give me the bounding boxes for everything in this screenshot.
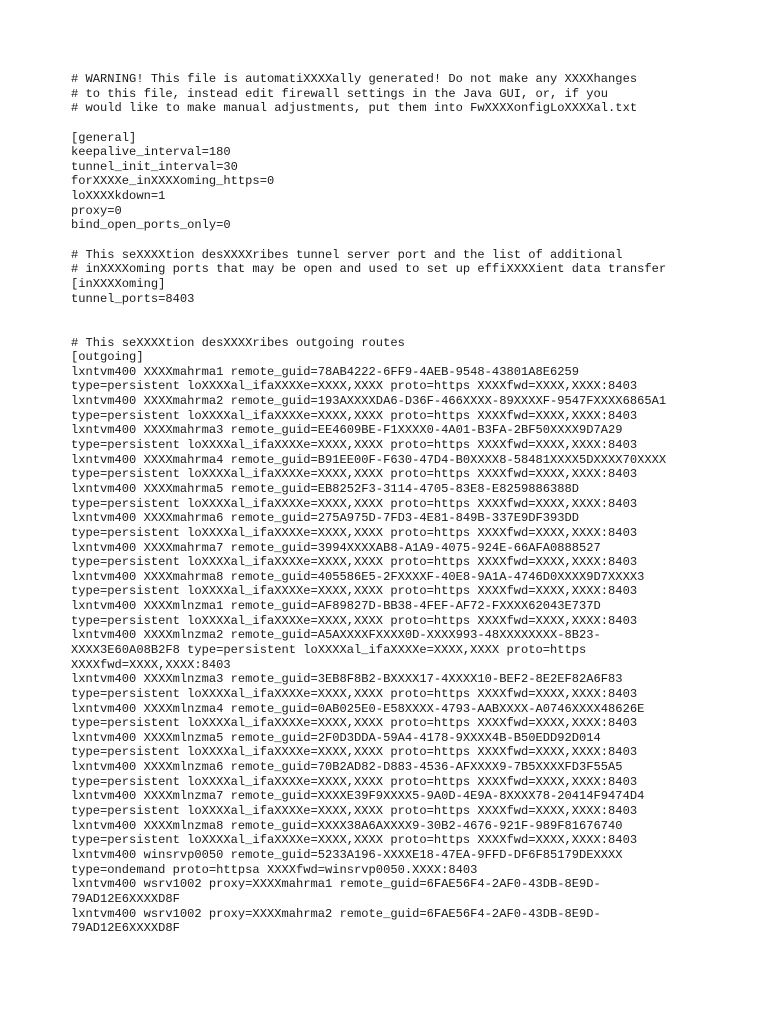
text-line: lxntvm400 XXXXmahrma2 remote_guid=193AXXXXDA6-D36F-466XXXX-89XXXXF-9547FXXXX6865A1 xyxy=(71,394,667,409)
text-line: # This seXXXXtion desXXXXribes outgoing routes xyxy=(71,335,405,350)
text-line: lxntvm400 winsrvp0050 remote_guid=5233A196-XXXXE18-47EA-9FFD-DF6F85179DEXXXX xyxy=(71,847,623,862)
text-line: [general] xyxy=(71,130,137,145)
text-line: type=persistent loXXXXal_ifaXXXXe=XXXX,XXXX proto=https XXXXfwd=XXXX,XXXX:8403 xyxy=(71,613,638,628)
text-line: type=persistent loXXXXal_ifaXXXXe=XXXX,XXXX proto=https XXXXfwd=XXXX,XXXX:8403 xyxy=(71,584,638,599)
text-line: lxntvm400 XXXXmlnzma3 remote_guid=3EB8F8B2-BXXXX17-4XXXX10-BEF2-8E2EF82A6F83 xyxy=(71,672,623,687)
text-line: bind_open_ports_only=0 xyxy=(71,218,231,233)
text-line: tunnel_init_interval=30 xyxy=(71,159,238,174)
text-line: # This seXXXXtion desXXXXribes tunnel server port and the list of additional xyxy=(71,247,623,262)
text-line: lxntvm400 XXXXmlnzma5 remote_guid=2F0D3DDA-59A4-4178-9XXXX4B-B50EDD92D014 xyxy=(71,730,601,745)
text-line: # would like to make manual adjustments, put them into FwXXXXonfigLoXXXXal.txt xyxy=(71,101,638,116)
text-line: lxntvm400 wsrv1002 proxy=XXXXmahrma1 remote_guid=6FAE56F4-2AF0-43DB-8E9D- xyxy=(71,877,601,892)
text-line: lxntvm400 XXXXmlnzma4 remote_guid=0AB025E0-E58XXXX-4793-AABXXXX-A0746XXXX48626E xyxy=(71,701,645,716)
text-line xyxy=(71,321,761,336)
text-line: XXXX3E60A08B2F8 type=persistent loXXXXal_ifaXXXXe=XXXX,XXXX proto=https xyxy=(71,642,587,657)
text-line: lxntvm400 XXXXmlnzma1 remote_guid=AF89827D-BB38-4FEF-AF72-FXXXX62043E737D xyxy=(71,599,601,614)
text-line: type=persistent loXXXXal_ifaXXXXe=XXXX,XXXX proto=https XXXXfwd=XXXX,XXXX:8403 xyxy=(71,379,638,394)
text-line: lxntvm400 XXXXmahrma5 remote_guid=EB8252F3-3114-4705-83E8-E8259886388D xyxy=(71,481,580,496)
text-line: lxntvm400 XXXXmlnzma7 remote_guid=XXXXE39F9XXXX5-9A0D-4E9A-8XXXX78-20414F9474D4 xyxy=(71,789,645,804)
text-line xyxy=(71,306,761,321)
text-line: # inXXXXoming ports that may be open and used to set up effiXXXXient data transfer xyxy=(71,262,667,277)
text-line: type=persistent loXXXXal_ifaXXXXe=XXXX,XXXX proto=https XXXXfwd=XXXX,XXXX:8403 xyxy=(71,408,638,423)
text-line: lxntvm400 XXXXmlnzma2 remote_guid=A5AXXXXFXXXX0D-XXXX993-48XXXXXXXX-8B23- xyxy=(71,628,601,643)
text-line: type=persistent loXXXXal_ifaXXXXe=XXXX,XXXX proto=https XXXXfwd=XXXX,XXXX:8403 xyxy=(71,745,638,760)
text-line: type=persistent loXXXXal_ifaXXXXe=XXXX,XXXX proto=https XXXXfwd=XXXX,XXXX:8403 xyxy=(71,438,638,453)
text-line: lxntvm400 wsrv1002 proxy=XXXXmahrma2 remote_guid=6FAE56F4-2AF0-43DB-8E9D- xyxy=(71,906,601,921)
text-line: type=persistent loXXXXal_ifaXXXXe=XXXX,XXXX proto=https XXXXfwd=XXXX,XXXX:8403 xyxy=(71,833,638,848)
text-line: lxntvm400 XXXXmahrma8 remote_guid=405586E5-2FXXXXF-40E8-9A1A-4746D0XXXX9D7XXXX3 xyxy=(71,569,645,584)
text-line: XXXXfwd=XXXX,XXXX:8403 xyxy=(71,657,231,672)
text-line: tunnel_ports=8403 xyxy=(71,291,195,306)
text-line: lxntvm400 XXXXmahrma7 remote_guid=3994XXXXAB8-A1A9-4075-924E-66AFA0888527 xyxy=(71,540,601,555)
text-line: loXXXXkdown=1 xyxy=(71,189,166,204)
text-line xyxy=(71,233,761,248)
text-line: lxntvm400 XXXXmahrma6 remote_guid=275A975D-7FD3-4E81-849B-337E9DF393DD xyxy=(71,511,580,526)
text-line: type=persistent loXXXXal_ifaXXXXe=XXXX,XXXX proto=https XXXXfwd=XXXX,XXXX:8403 xyxy=(71,496,638,511)
text-line: # to this file, instead edit firewall settings in the Java GUI, or, if you xyxy=(71,86,609,101)
text-line: type=persistent loXXXXal_ifaXXXXe=XXXX,XXXX proto=https XXXXfwd=XXXX,XXXX:8403 xyxy=(71,804,638,819)
text-line: lxntvm400 XXXXmahrma3 remote_guid=EE4609BE-F1XXXX0-4A01-B3FA-2BF50XXXX9D7A29 xyxy=(71,423,623,438)
text-line xyxy=(71,116,761,131)
text-line: [outgoing] xyxy=(71,350,144,365)
text-line: lxntvm400 XXXXmahrma1 remote_guid=78AB4222-6FF9-4AEB-9548-43801A8E6259 xyxy=(71,364,580,379)
text-line: type=persistent loXXXXal_ifaXXXXe=XXXX,XXXX proto=https XXXXfwd=XXXX,XXXX:8403 xyxy=(71,467,638,482)
text-line: lxntvm400 XXXXmlnzma8 remote_guid=XXXX38A6AXXXX9-30B2-4676-921F-989F81676740 xyxy=(71,818,623,833)
text-line: # WARNING! This file is automatiXXXXally generated! Do not make any XXXXhanges xyxy=(71,72,638,86)
text-line: type=persistent loXXXXal_ifaXXXXe=XXXX,XXXX proto=https XXXXfwd=XXXX,XXXX:8403 xyxy=(71,525,638,540)
text-line: lxntvm400 XXXXmahrma4 remote_guid=B91EE00F-F630-47D4-B0XXXX8-58481XXXX5DXXXX70XXXX xyxy=(71,452,667,467)
text-line: type=persistent loXXXXal_ifaXXXXe=XXXX,XXXX proto=https XXXXfwd=XXXX,XXXX:8403 xyxy=(71,774,638,789)
text-line: type=ondemand proto=httpsa XXXXfwd=winsrvp0050.XXXX:8403 xyxy=(71,862,478,877)
text-line: [inXXXXoming] xyxy=(71,276,166,291)
text-line: lxntvm400 XXXXmlnzma6 remote_guid=70B2AD82-D883-4536-AFXXXX9-7B5XXXXFD3F55A5 xyxy=(71,760,623,775)
text-line: type=persistent loXXXXal_ifaXXXXe=XXXX,XXXX proto=https XXXXfwd=XXXX,XXXX:8403 xyxy=(71,716,638,731)
text-line: keepalive_interval=180 xyxy=(71,145,231,160)
text-line: type=persistent loXXXXal_ifaXXXXe=XXXX,XXXX proto=https XXXXfwd=XXXX,XXXX:8403 xyxy=(71,555,638,570)
text-line: 79AD12E6XXXXD8F xyxy=(71,921,180,936)
text-line: type=persistent loXXXXal_ifaXXXXe=XXXX,XXXX proto=https XXXXfwd=XXXX,XXXX:8403 xyxy=(71,686,638,701)
text-line: proxy=0 xyxy=(71,203,122,218)
text-line: forXXXXe_inXXXXoming_https=0 xyxy=(71,174,275,189)
text-line: 79AD12E6XXXXD8F xyxy=(71,891,180,906)
config-file-text xyxy=(71,72,761,936)
